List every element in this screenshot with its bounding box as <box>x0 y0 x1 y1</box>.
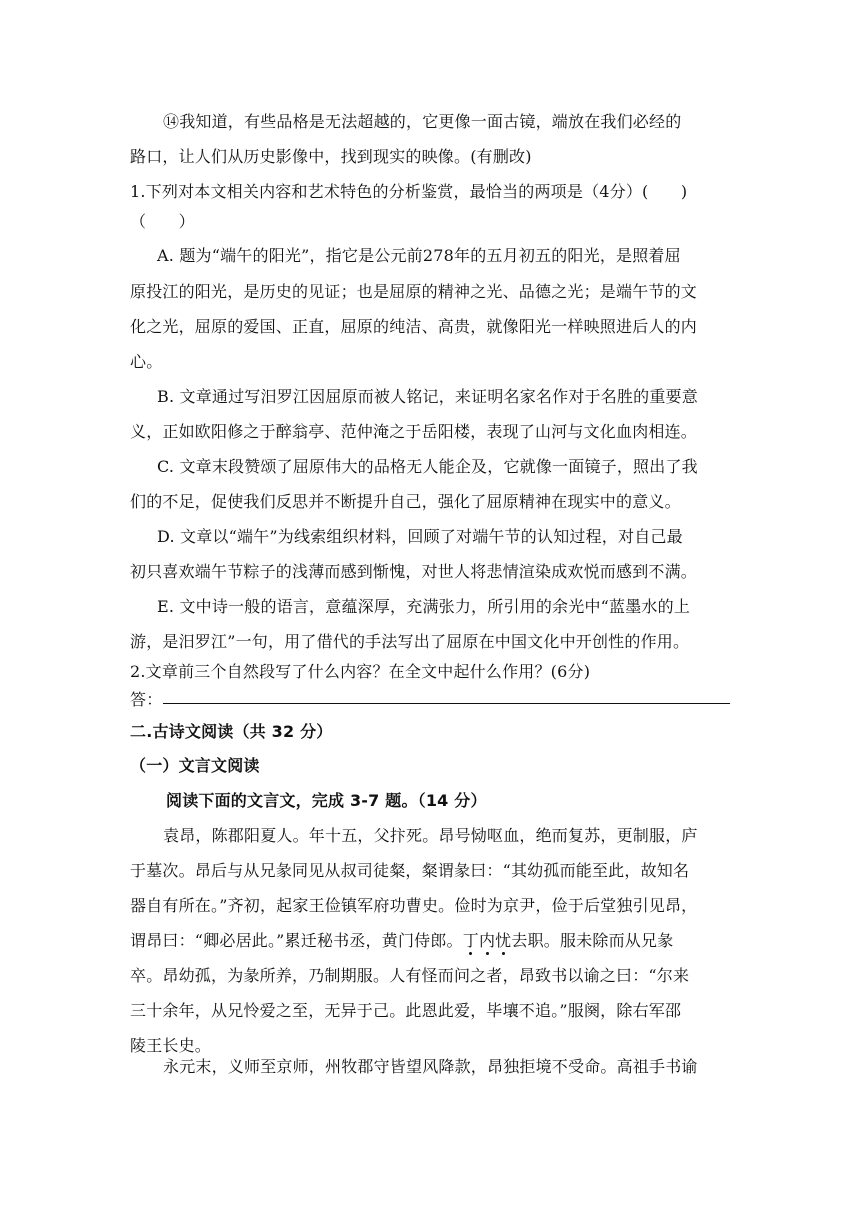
q2-answer-label: 答： <box>130 690 163 709</box>
classical-p1-line4-tail: 去职。服未除而从兄彖 <box>511 931 674 950</box>
section2-instruction: 阅读下面的文言文，完成 3-7 题。（14 分） <box>166 791 487 810</box>
q1-stem: 1.下列对本文相关内容和艺术特色的分析鉴赏，最恰当的两项是（4分）( ) <box>130 182 688 201</box>
classical-p1-line4 <box>130 931 673 951</box>
passage-para14-line1: ⑭我知道，有些品格是无法超越的，它更像一面古镜，端放在我们必经的 <box>163 112 682 131</box>
q1-option-a-line4: 心。 <box>130 352 163 371</box>
emphasis-char-1: 丁 <box>462 931 479 950</box>
q1-option-e-line2: 游，是汨罗江”一句，用了借代的手法写出了屈原在中国文化中开创性的作用。 <box>130 632 690 651</box>
q1-blank: （ ） <box>130 212 195 231</box>
classical-p1-line7: 陵王长史。 <box>130 1036 212 1055</box>
passage-para14-line2: 路口，让人们从历史影像中，找到现实的映像。(有删改) <box>130 147 532 166</box>
q1-option-b-line1: B. 文章通过写汨罗江因屈原而被人铭记，来证明名家名作对于名胜的重要意 <box>157 387 698 406</box>
q1-option-d-line1: D. 文章以“端午”为线索组织材料，回顾了对端午节的认知过程，对自己最 <box>157 527 683 546</box>
q1-option-c-line1: C. 文章末段赞颂了屈原伟大的品格无人能企及，它就像一面镜子，照出了我 <box>157 457 698 476</box>
classical-p1-line2: 于墓次。昂后与从兄彖同见从叔司徒粲，粲谓彖曰：“其幼孤而能至此，故知名 <box>130 861 690 880</box>
q1-option-e-line1: E. 文中诗一般的语言，意蕴深厚，充满张力，所引用的余光中“蓝墨水的上 <box>157 597 691 616</box>
classical-p1-line3: 器自有所在。”齐初，起家王俭镇军府功曹史。俭时为京尹，俭于后堂独引见昂， <box>130 896 698 915</box>
emphasis-char-2: 内 <box>478 931 496 950</box>
q1-option-a-line3: 化之光，屈原的爱国、正直，屈原的纯洁、高贵，就像阳光一样映照进后人的内 <box>130 317 698 336</box>
classical-p1-line6: 三十余年，从兄怜爱之至，无异于己。此恩此爱，毕壤不追。”服阕，除右军邵 <box>130 1001 682 1020</box>
q1-option-d-line2: 初只喜欢端午节粽子的浅薄而感到惭愧，对世人将悲情渲染成欢悦而感到不满。 <box>130 562 698 581</box>
q1-option-a-line2: 原投江的阳光，是历史的见证；也是屈原的精神之光、品德之光；是端午节的文 <box>130 282 698 301</box>
classical-p1-line1: 袁昂，陈郡阳夏人。年十五，父抃死。昂号恸呕血，绝而复苏，更制服，庐 <box>163 826 698 845</box>
classical-p2-line1: 永元末，义师至京师，州牧郡守皆望风降款，昂独拒境不受命。高祖手书谕 <box>163 1057 698 1076</box>
classical-p1-line5: 卒。昂幼孤，为彖所养，乃制期服。人有怪而问之者，昂致书以谕之曰：“尔来 <box>130 966 690 985</box>
q1-option-a-line1: A. 题为“端午的阳光”，指它是公元前278年的五月初五的阳光，是照着屈 <box>157 246 681 265</box>
q2-stem: 2.文章前三个自然段写了什么内容？在全文中起什么作用？(6分) <box>130 662 591 681</box>
classical-p1-line4-text: 谓昂曰：“卿必居此。”累迁秘书丞，黄门侍郎。 <box>130 931 463 950</box>
q1-option-b-line2: 义，正如欧阳修之于醉翁亭、范仲淹之于岳阳楼，表现了山河与文化血肉相连。 <box>130 422 698 441</box>
emphasis-char-3: 忧 <box>495 931 512 950</box>
section2-title: 二.古诗文阅读（共 32 分） <box>130 722 333 741</box>
section2-subsection1-title: （一）文言文阅读 <box>130 756 260 775</box>
q2-answer-line[interactable] <box>163 703 730 704</box>
q1-option-c-line2: 们的不足，促使我们反思并不断提升自己，强化了屈原精神在现实中的意义。 <box>130 492 681 511</box>
